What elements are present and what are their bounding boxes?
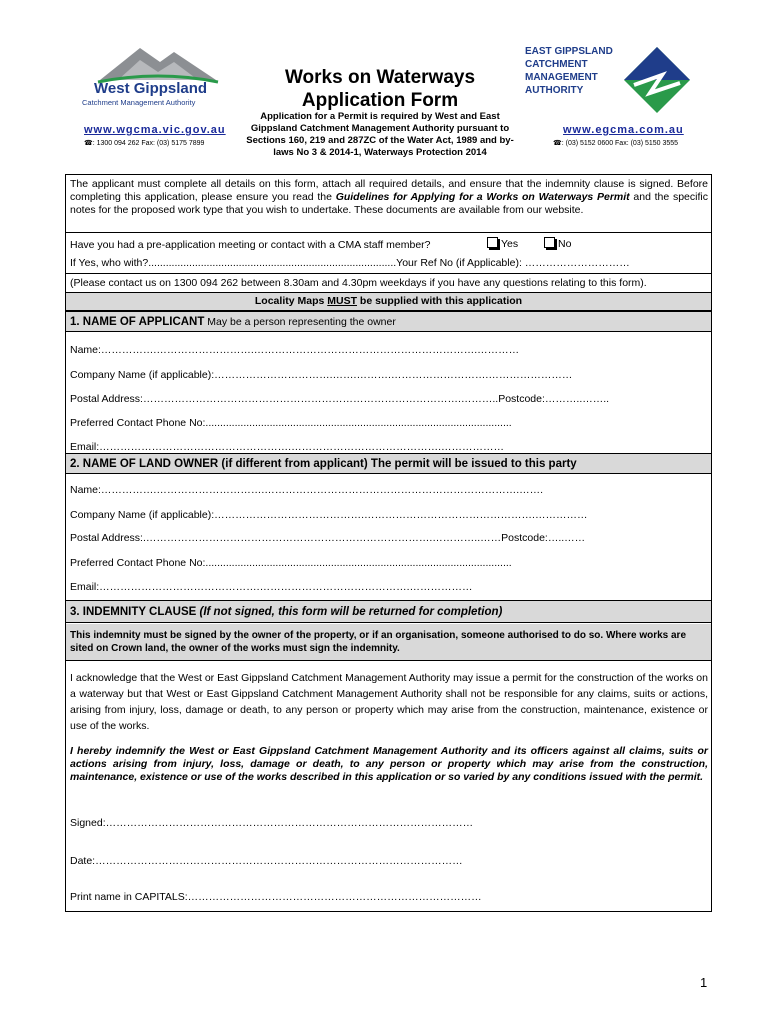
eg-url-link[interactable]: www.egcma.com.au: [563, 124, 684, 136]
wg-logo: [78, 40, 238, 110]
meeting-no-option[interactable]: No: [544, 237, 571, 250]
yes-checkbox[interactable]: [487, 237, 498, 248]
owner-postal-field[interactable]: Postal Address:.……………………………………………………………………….…………..……Postcode:…..……: [70, 532, 586, 544]
signed-field[interactable]: Signed:……………………………………………………………………………………………: [70, 817, 474, 829]
owner-phone-field[interactable]: Preferred Contact Phone No:.........................................................................................................: [70, 557, 512, 569]
section-1-header: 1. NAME OF APPLICANT May be a person representing the owner: [66, 312, 711, 332]
page-title: [250, 66, 510, 112]
eg-logo-l2: CATCHMENT: [525, 59, 588, 70]
guidelines-link[interactable]: Guidelines for Applying for a Works on Waterways Permit: [335, 191, 630, 203]
print-name-field[interactable]: Print name in CAPITALS:…………………………………………………………………………: [70, 891, 482, 903]
owner-company-field[interactable]: Company Name (if applicable):…………………………………….………………………………………….……………: [70, 509, 588, 521]
diamond-logo-icon: [622, 45, 692, 115]
applicant-name-field[interactable]: Name:…………….……………………….……………………………………………………….…………: [70, 344, 520, 356]
applicant-email-field[interactable]: Email:……………………………………………….…………………………………….………………: [70, 441, 505, 453]
divider: [65, 232, 712, 233]
section-2-header: 2. NAME OF LAND OWNER (if different from applicant) The permit will be issued to this party: [66, 454, 711, 474]
eg-logo-l1: EAST GIPPSLAND: [525, 46, 613, 57]
section-2-box: [65, 453, 712, 601]
eg-logo-l4: AUTHORITY: [525, 85, 584, 96]
owner-email-field[interactable]: Email:……………………………………….…………………………………….………………: [70, 581, 473, 593]
eg-phone: ☎: (03) 5152 0600 Fax: (03) 5150 3555: [553, 140, 679, 147]
who-with-field[interactable]: If Yes, who with?.....................................................................................Your Ref No (if Applicable): …………………………: [70, 257, 630, 269]
indemnify-paragraph: I hereby indemnify the West or East Gippsland Catchment Management Authority and its officers against all claims, suits or actions arising from injury, loss, damage or death, to any person or property which may arise from the construction, maintenance, existence or use of the works described in this application or so varied by any conditions issued with the permit.: [70, 745, 708, 783]
wg-phone: ☎: 1300 094 262 Fax: (03) 5175 7899: [84, 140, 205, 147]
maps-banner: Locality Maps MUST be supplied with this application: [65, 292, 712, 311]
intro-paragraph: The applicant must complete all details on this form, attach all required details, and ensure that the indemnity clause is signed. Before completing this application, please ensure you read the Guidelines for Applying for a Works on Waterways Permit and the specific notes for the proposed work type that you wish to undertake. These documents are available from our website.: [70, 178, 708, 216]
contact-note: (Please contact us on 1300 094 262 between 8.30am and 4.30pm weekdays if you have any questions relating to this form).: [70, 277, 647, 289]
applicant-company-field[interactable]: Company Name (if applicable):…………………………….…….……….……………………….……………………: [70, 369, 573, 381]
title-line-2: Application Form: [301, 90, 459, 111]
section-3-header: 3. INDEMNITY CLAUSE (If not signed, this form will be returned for completion): [66, 601, 711, 623]
meeting-yes-option[interactable]: Yes: [487, 237, 518, 250]
applicant-postal-field[interactable]: Postal Address:……………………………………………………………………………….………..Postcode:………..……..: [70, 393, 610, 405]
owner-name-field[interactable]: Name:…………….………………………….……………………………………………………………….…….: [70, 484, 544, 496]
page-subtitle: Application for a Permit is required by West and East Gippsland Catchment Management Authority pursuant to Sections 160, 219 and 287ZC of the Water Act, 1989 and by-laws No 3 & 2014-1, Waterways Protection 2014: [246, 111, 514, 158]
no-checkbox[interactable]: [544, 237, 555, 248]
date-field[interactable]: Date:……………………………………………………………………………………………: [70, 855, 463, 867]
page-number: 1: [700, 975, 708, 990]
mountain-logo-icon: [78, 40, 238, 85]
applicant-phone-field[interactable]: Preferred Contact Phone No:.........................................................................................................: [70, 417, 512, 429]
eg-logo: [525, 45, 705, 115]
eg-logo-l3: MANAGEMENT: [525, 72, 598, 83]
acknowledge-paragraph: I acknowledge that the West or East Gippsland Catchment Management Authority may issue a permit for the construction of the works on a waterway but that West or East Gippsland Catchment Management Authority shall not be responsible for any claims, suits or actions, arising from injury, loss, damage or death, to any person or property which may arise from the construction, maintenance, existence or use of the works.: [70, 672, 708, 732]
wg-logo-name: West Gippsland: [94, 80, 208, 97]
wg-url-link[interactable]: www.wgcma.vic.gov.au: [84, 124, 226, 136]
divider: [65, 273, 712, 274]
title-line-1: Works on Waterways: [284, 67, 476, 88]
indemnity-warning: This indemnity must be signed by the owner of the property, or if an organisation, someone authorised to do so. Where works are sited on Crown land, the owner of the works must sign the indemnity.: [66, 624, 711, 661]
meeting-question: Have you had a pre-application meeting or contact with a CMA staff member?: [70, 239, 431, 251]
section-1-box: [65, 311, 712, 454]
wg-logo-sub: Catchment Management Authority: [82, 98, 196, 107]
